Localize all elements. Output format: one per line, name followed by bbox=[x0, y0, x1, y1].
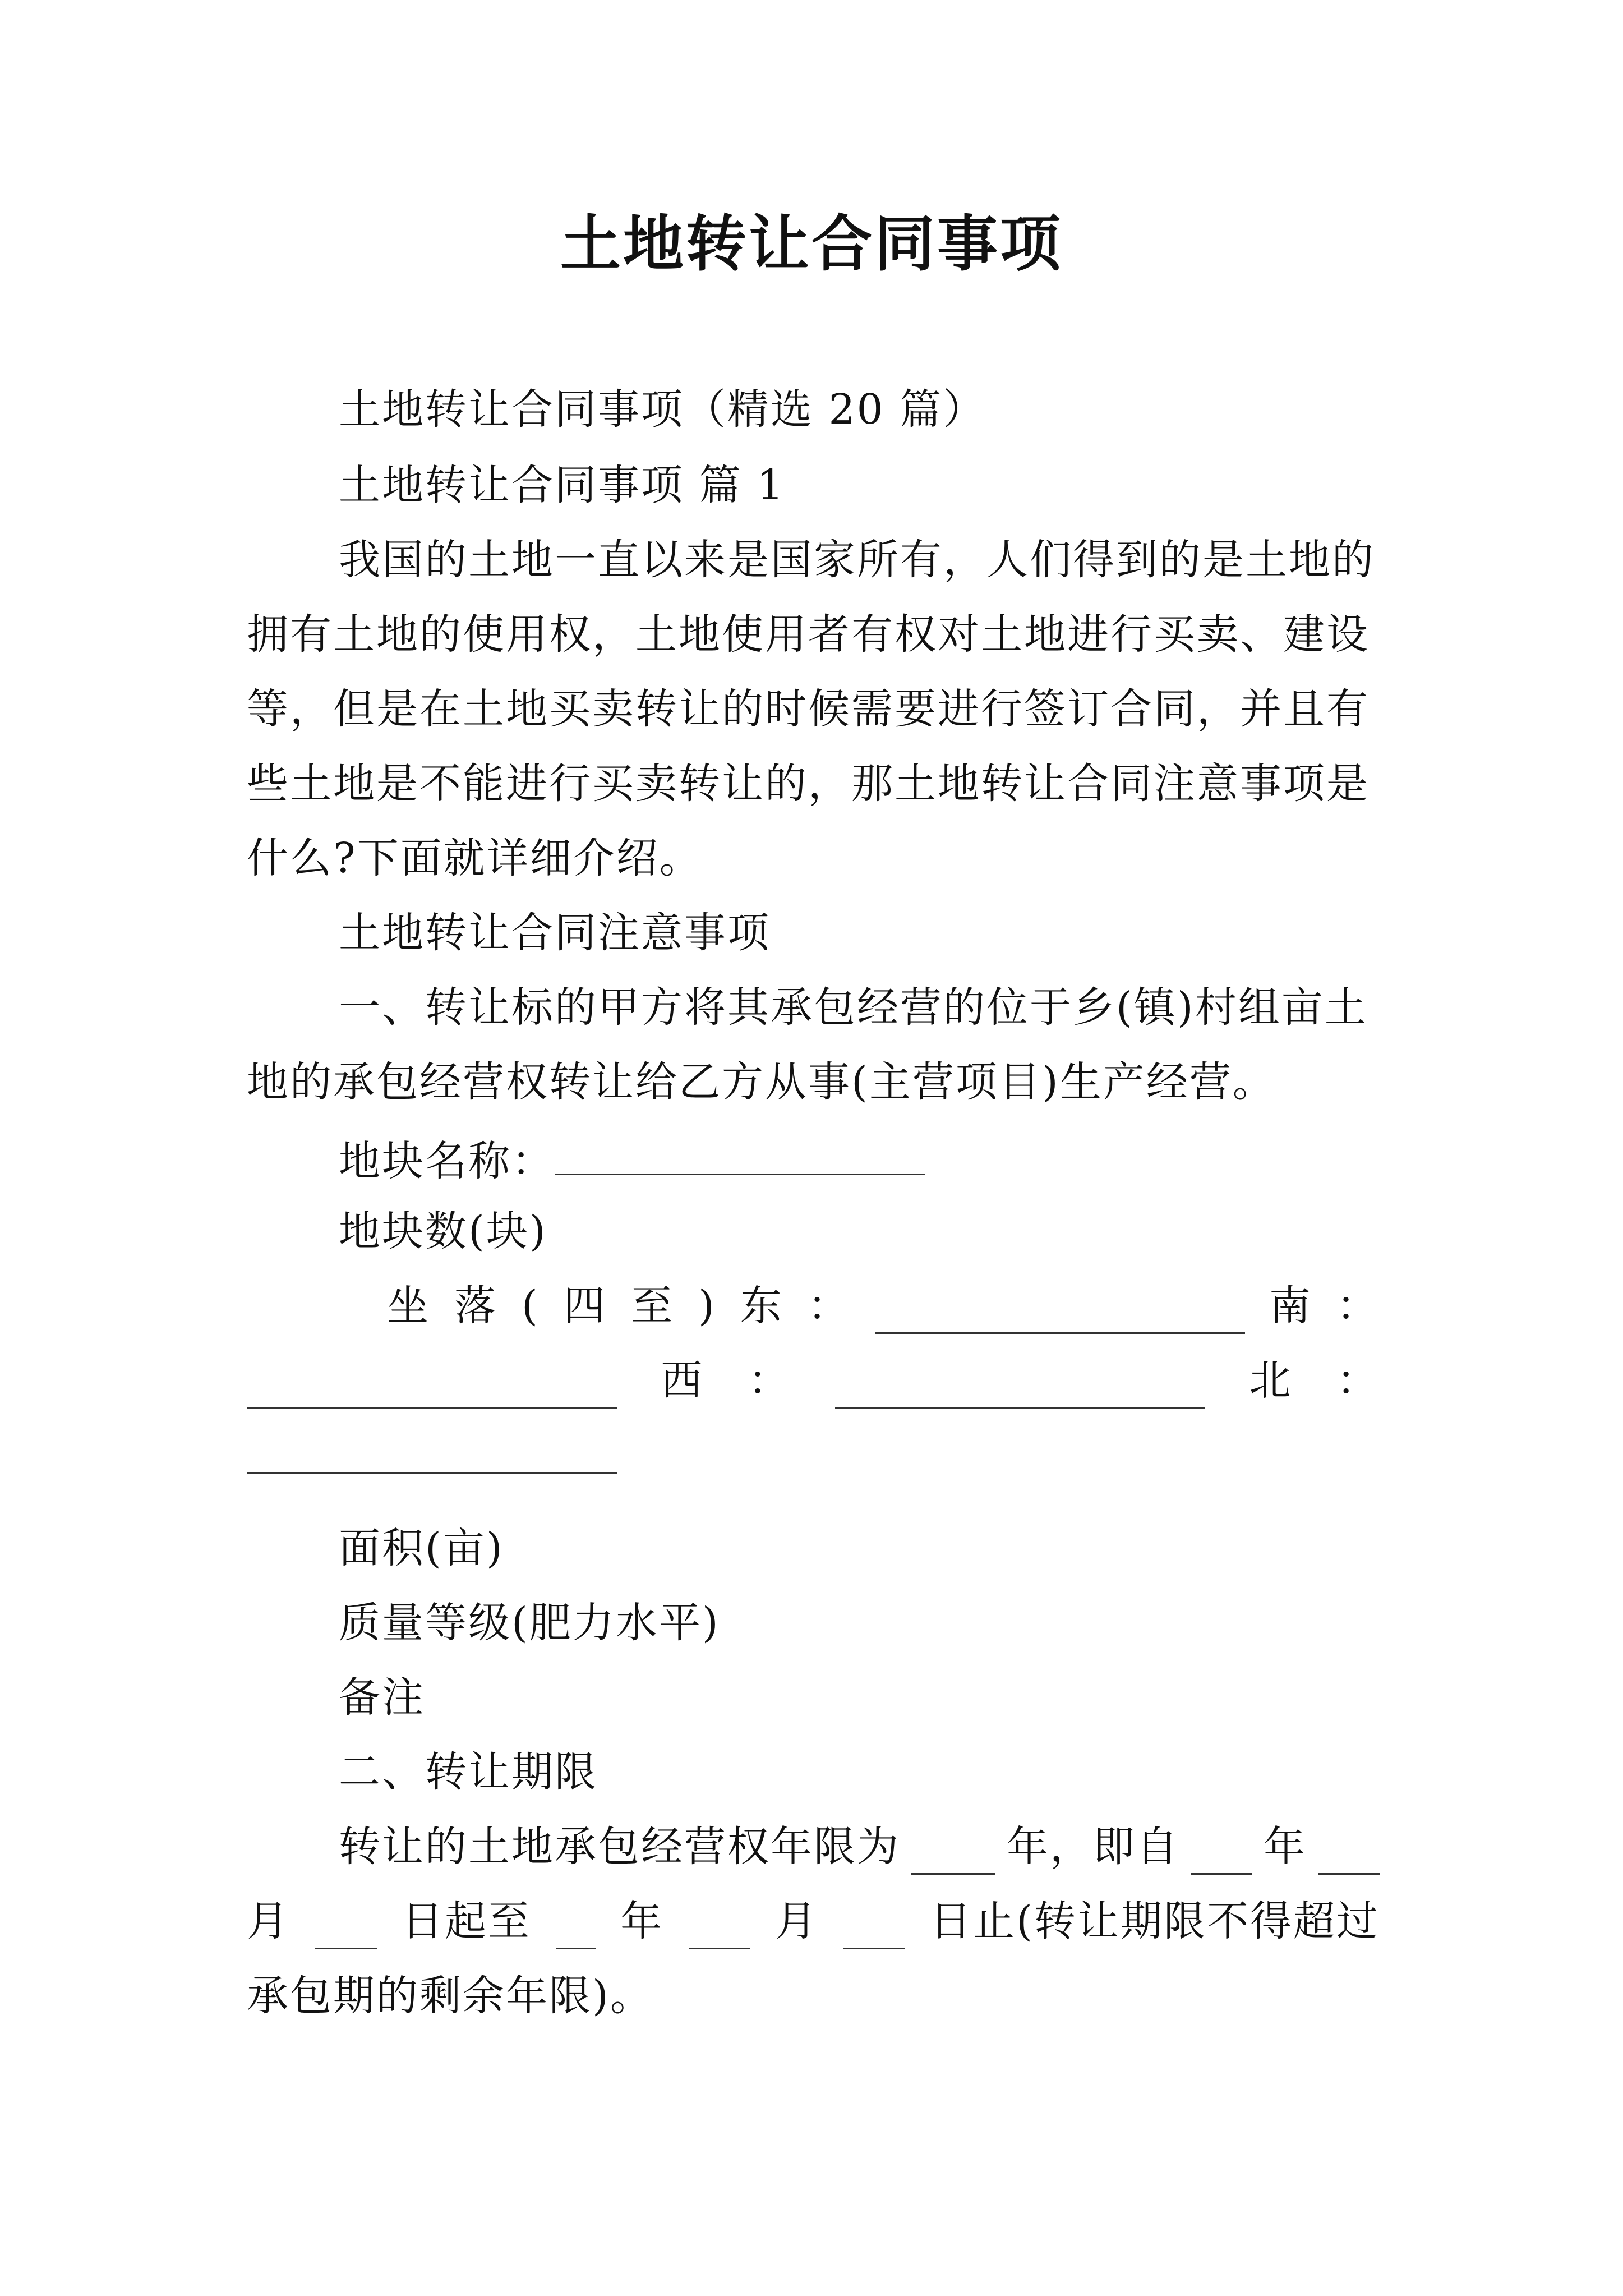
intro-line: 拥有土地的使用权，土地使用者有权对土地进行买卖、建设 bbox=[247, 610, 1370, 659]
term-text: 年，即自 bbox=[1007, 1823, 1179, 1871]
intro-line: 等，但是在土地买卖转让的时候需要进行签订合同，并且有 bbox=[247, 685, 1370, 733]
clause1-line: 一、转让标的甲方将其承包经营的位于乡(镇)村组亩土 bbox=[339, 983, 1368, 1032]
location-char: 四 bbox=[563, 1282, 607, 1330]
document-title: 土地转让合同事项 bbox=[560, 209, 1063, 279]
term-text: 日起至 bbox=[402, 1897, 532, 1945]
clause2-heading: 二、转让期限 bbox=[339, 1748, 598, 1796]
location-char: 至 bbox=[630, 1282, 674, 1330]
area-label: 面积(亩) bbox=[339, 1524, 504, 1572]
plot-name-blank bbox=[555, 1129, 925, 1175]
location-char: 坐 bbox=[387, 1282, 430, 1330]
term-line-2 bbox=[247, 1893, 1380, 1949]
end-year-blank bbox=[556, 1903, 596, 1949]
west-colon: ： bbox=[748, 1356, 791, 1405]
location-char: ) bbox=[698, 1282, 716, 1330]
end-month-blank bbox=[689, 1903, 750, 1949]
notice-heading: 土地转让合同注意事项 bbox=[339, 909, 771, 957]
term-years-blank bbox=[911, 1828, 995, 1875]
location-char: ( bbox=[522, 1282, 540, 1330]
term-text: 转让的土地承包经营权年限为 bbox=[339, 1823, 900, 1871]
south-colon: ： bbox=[1336, 1282, 1380, 1330]
intro-line: 我国的土地一直以来是国家所有，人们得到的是土地的 bbox=[339, 536, 1375, 584]
east-blank bbox=[875, 1287, 1245, 1334]
north-label: 北 bbox=[1249, 1356, 1293, 1405]
location-row-2 bbox=[247, 1352, 1380, 1409]
location-char: 落 bbox=[454, 1282, 498, 1330]
quality-label: 质量等级(肥力水平) bbox=[339, 1599, 720, 1647]
north-colon: ： bbox=[1336, 1356, 1380, 1405]
plot-count-label: 地块数(块) bbox=[339, 1207, 547, 1255]
start-month-blank bbox=[1318, 1828, 1380, 1875]
intro-line: 些土地是不能进行买卖转让的，那土地转让合同注意事项是 bbox=[247, 760, 1370, 808]
location-char: ： bbox=[807, 1282, 851, 1330]
start-day-blank bbox=[315, 1903, 377, 1949]
section-heading: 土地转让合同事项 篇 1 bbox=[339, 461, 786, 509]
end-day-blank bbox=[843, 1903, 905, 1949]
term-text: 月 bbox=[247, 1897, 290, 1945]
remark-label: 备注 bbox=[339, 1673, 425, 1722]
south-blank bbox=[247, 1362, 617, 1409]
term-line-1 bbox=[339, 1819, 1380, 1875]
location-char: 东 bbox=[740, 1282, 783, 1330]
term-text: 日止(转让期限不得超过 bbox=[930, 1897, 1380, 1945]
clause1-line: 地的承包经营权转让给乙方从事(主营项目)生产经营。 bbox=[247, 1058, 1276, 1106]
term-text: 月 bbox=[775, 1897, 819, 1945]
start-year-blank bbox=[1191, 1828, 1252, 1875]
plot-name-label: 地块名称： bbox=[339, 1137, 555, 1185]
location-row bbox=[387, 1278, 1380, 1334]
intro-line: 什么?下面就详细介绍。 bbox=[247, 834, 703, 882]
document-subtitle: 土地转让合同事项（精选 20 篇） bbox=[339, 385, 986, 434]
south-label: 南 bbox=[1269, 1282, 1312, 1330]
plot-name-row bbox=[339, 1129, 1380, 1189]
location-row-3 bbox=[247, 1427, 1380, 1488]
west-label: 西 bbox=[661, 1356, 704, 1405]
term-line-3: 承包期的剩余年限)。 bbox=[247, 1972, 653, 2020]
north-blank bbox=[247, 1427, 617, 1474]
west-blank bbox=[835, 1362, 1205, 1409]
term-text: 年 bbox=[1264, 1823, 1307, 1871]
term-text: 年 bbox=[620, 1897, 664, 1945]
